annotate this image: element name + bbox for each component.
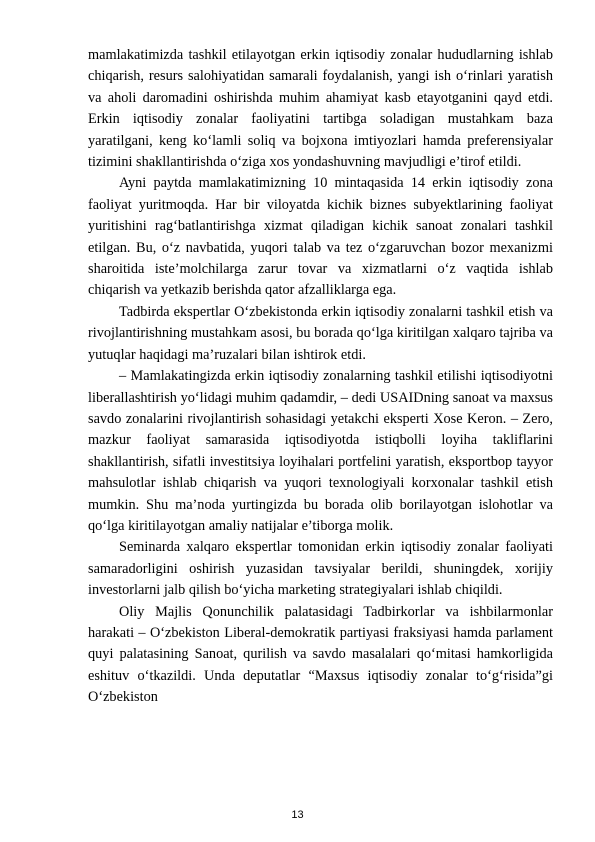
paragraph-hearing: Oliy Majlis Qonunchilik palatasidagi Tadbirkorlar va ishbilarmonlar harakati – O‘zbekiston Liberal-demokratik partiyasi fraksiyasi hamda parlament quyi palatasining Sanoat, qurilish va savdo masalalari qo‘mitasi hamkorligida eshituv o‘tkazildi. Unda deputatlar “Maxsus iqtisodiy zonalar to‘g‘risida”gi O‘zbekiston [88, 603, 553, 706]
paragraph-continuation: mamlakatimizda tashkil etilayotgan erkin iqtisodiy zonalar hududlarning ishlab chiqarish, resurs salohiyatidan samarali foydalanish, yangi ish o‘rinlari yaratish va aholi daromadini oshirishda muhim ahamiyat kasb etayotganini qayd etdi. Erkin iqtisodiy zonalar faoliyatini tartibga soladigan mustahkam baza yaratilgani, keng ko‘lamli soliq va bojxona imtiyozlari hamda preferensiyalar tizimini shakllantirishda o‘ziga xos yondashuvning mavjudligi e’tirof etildi. [88, 47, 553, 171]
body-text [88, 45, 553, 709]
page-number: 13 [291, 809, 304, 821]
paragraph-seminar: Seminarda xalqaro ekspertlar tomonidan erkin iqtisodiy zonalar faoliyati samaradorligini oshirish yuzasidan tavsiyalar berildi, shuningdek, xorijiy investorlarni jalb qilish bo‘yicha marketing strategiyalari ishlab chiqildi. [88, 539, 553, 599]
paragraph-usaid-quote: – Mamlakatingizda erkin iqtisodiy zonalarning tashkil etilishi iqtisodiyotni liberallashtirish yo‘lidagi muhim qadamdir, – dedi USAIDning sanoat va maxsus savdo zonalarini rivojlantirish sohasidagi yetakchi eksperti Xose Keron. – Zero, mazkur faoliyat samarasida iqtisodiyotda istiqbolli loyiha takliflarini shakllantirish, sifatli investitsiya loyihalari portfelini yaratish, eksportbop tayyor mahsulotlar ishlab chiqarish va yuqori texnologiyali korxonalar tashkil etish mumkin. Shu ma’noda yurtingizda bu borada olib borilayotgan islohotlar va qo‘lga kiritilayotgan amaliy natijalar e’tiborga molik. [88, 368, 553, 534]
paragraph-experts: Tadbirda ekspertlar O‘zbekistonda erkin iqtisodiy zonalarni tashkil etish va rivojlantirishning mustahkam asosi, bu borada qo‘lga kiritilgan xalqaro tajriba va yutuqlar haqidagi ma’ruzalari bilan ishtirok etdi. [88, 303, 553, 363]
paragraph-free-zones-count: Ayni paytda mamlakatimizning 10 mintaqasida 14 erkin iqtisodiy zona faoliyat yuritmoqda. Har bir viloyatda kichik biznes subyektlarining faoliyat yuritishini rag‘batlantirishga xizmat qiladigan kichik sanoat zonalari tashkil etilgan. Bu, o‘z navbatida, yuqori talab va tez o‘zgaruvchan bozor mexanizmi sharoitida iste’molchilarga zarur tovar va xizmatlarni o‘z vaqtida ishlab chiqarish va yetkazib berishda qator afzalliklarga ega. [88, 175, 553, 299]
